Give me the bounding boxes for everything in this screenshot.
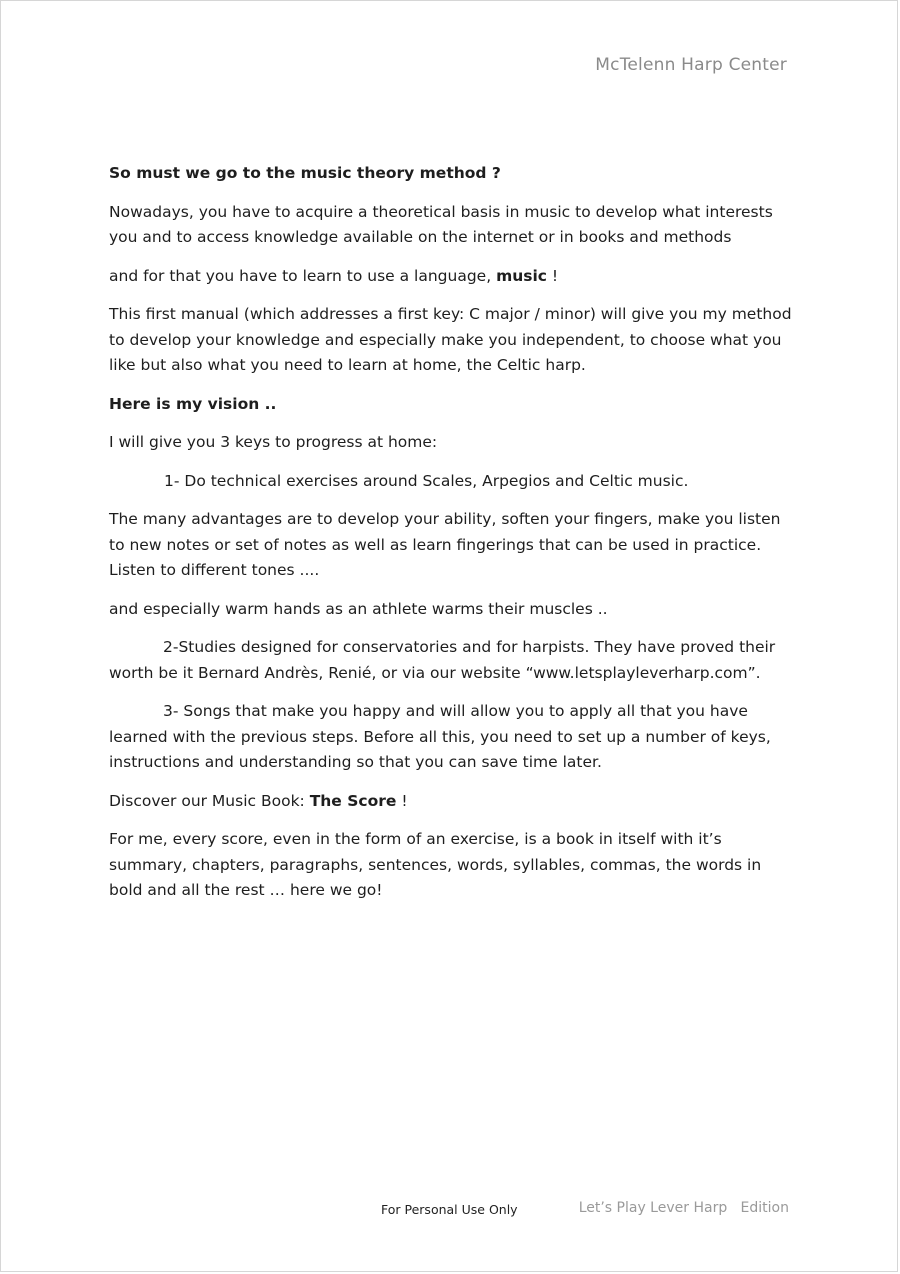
paragraph-discover-text: Discover our Music Book:: [109, 791, 310, 810]
footer-notice: For Personal Use Only: [381, 1202, 518, 1217]
heading-music-theory: So must we go to the music theory method ?: [109, 164, 501, 182]
list-item-studies: 2-Studies designed for conservatories and for harpists. They have proved their worth be it Bernard Andrès, Renié, or via our website “www.letsplayleverharp.com”.: [109, 638, 776, 682]
header-brand: McTelenn Harp Center: [595, 55, 787, 75]
paragraph-every-score: For me, every score, even in the form of an exercise, is a book in itself with it’s summary, chapters, paragraphs, sentences, words, syllables, commas, the words in bold and all the rest … here we go!: [109, 830, 762, 899]
paragraph-three-keys: I will give you 3 keys to progress at home:: [109, 433, 438, 451]
heading-vision: Here is my vision ..: [109, 394, 277, 413]
paragraph-nowadays: Nowadays, you have to acquire a theoretical basis in music to develop what interests you and to access knowledge available on the internet or in books and methods: [109, 202, 773, 246]
footer-edition: Let’s Play Lever Harp Edition: [578, 1200, 789, 1216]
paragraph-language-text: and for that you have to learn to use a language,: [109, 266, 497, 285]
paragraph-discover-book: [109, 789, 799, 815]
paragraph-warm-hands: and especially warm hands as an athlete warms their muscles ..: [109, 599, 608, 618]
paragraph-language: [109, 264, 799, 290]
paragraph-discover-end: !: [396, 791, 408, 810]
page-content: [109, 161, 799, 917]
paragraph-advantages: The many advantages are to develop your ability, soften your fingers, make you listen to new notes or set of notes as well as learn fingerings that can be used in practice. Listen to different tones ....: [109, 510, 781, 579]
list-item-songs: 3- Songs that make you happy and will allow you to apply all that you have learned with the previous steps. Before all this, you need to set up a number of keys, instructions and understanding so that you can save time later.: [109, 702, 771, 771]
list-item-technical-exercises: 1- Do technical exercises around Scales, Arpegios and Celtic music.: [164, 471, 689, 490]
paragraph-first-manual: This first manual (which addresses a first key: C major / minor) will give you my method to develop your knowledge and especially make you independent, to choose what you like but also what you need to learn at home, the Celtic harp.: [109, 305, 792, 374]
paragraph-discover-bold: The Score: [309, 791, 397, 810]
paragraph-language-bold: music: [496, 266, 547, 285]
paragraph-language-end: !: [547, 266, 559, 285]
